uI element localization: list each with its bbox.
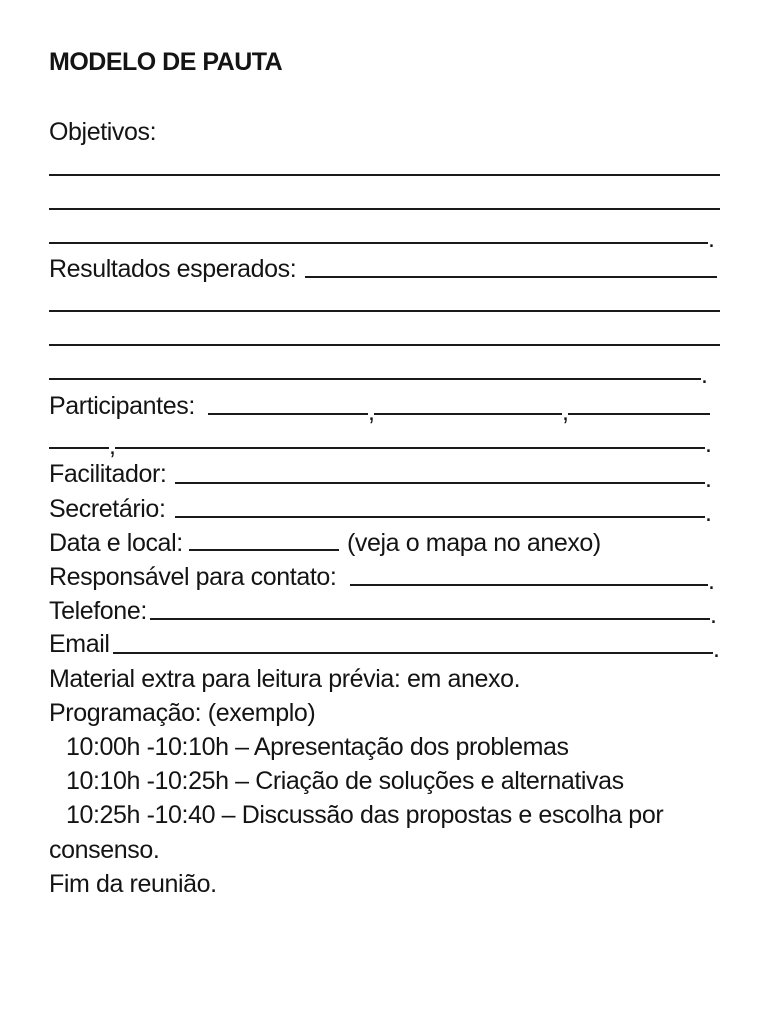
resultados-line-2[interactable]: [49, 310, 720, 312]
period-mark: .: [708, 225, 715, 253]
period-mark: .: [701, 361, 708, 389]
schedule-item: 10:10h -10:25h – Criação de soluções e alternativas: [66, 767, 624, 795]
responsavel-label: Responsável para contato:: [49, 563, 337, 591]
schedule-item: 10:00h -10:10h – Apresentação dos problemas: [66, 733, 569, 761]
objetivos-line-1[interactable]: [49, 174, 720, 176]
period-mark: .: [710, 601, 717, 629]
objetivos-line-2[interactable]: [49, 208, 720, 210]
participante-line-2[interactable]: [374, 413, 562, 415]
facilitador-line[interactable]: [175, 482, 705, 484]
secretario-line[interactable]: [175, 516, 705, 518]
material-text: Material extra para leitura prévia: em anexo.: [49, 665, 521, 693]
period-mark: .: [705, 499, 712, 527]
objetivos-line-3[interactable]: [49, 242, 708, 244]
secretario-label: Secretário:: [49, 495, 166, 523]
data-local-label: Data e local:: [49, 529, 183, 557]
period-mark: .: [713, 635, 720, 663]
programacao-label: Programação: (exemplo): [49, 699, 316, 727]
comma-mark: ,: [109, 432, 116, 460]
schedule-continuation: consenso.: [49, 836, 160, 864]
participante-line-4[interactable]: [49, 447, 109, 449]
page-title: MODELO DE PAUTA: [49, 48, 283, 76]
email-label: Email: [49, 630, 110, 658]
participante-line-3[interactable]: [568, 413, 710, 415]
email-line[interactable]: [113, 652, 713, 654]
closing-text: Fim da reunião.: [49, 870, 217, 898]
comma-mark: ,: [368, 398, 375, 426]
data-local-line[interactable]: [189, 549, 339, 551]
comma-mark: ,: [562, 398, 569, 426]
data-local-note: (veja o mapa no anexo): [347, 529, 601, 557]
resultados-line-1[interactable]: [305, 276, 717, 278]
telefone-line[interactable]: [150, 618, 710, 620]
telefone-label: Telefone:: [49, 597, 147, 625]
facilitador-label: Facilitador:: [49, 460, 167, 488]
participante-line-5[interactable]: [115, 447, 705, 449]
objetivos-label: Objetivos:: [49, 118, 157, 146]
period-mark: .: [708, 567, 715, 595]
period-mark: .: [705, 465, 712, 493]
schedule-item: 10:25h -10:40 – Discussão das propostas e escolha por: [66, 801, 664, 829]
participante-line-1[interactable]: [208, 413, 368, 415]
participantes-label: Participantes:: [49, 392, 195, 420]
responsavel-line[interactable]: [350, 584, 708, 586]
resultados-line-3[interactable]: [49, 344, 720, 346]
period-mark: .: [705, 430, 712, 458]
resultados-line-4[interactable]: [49, 378, 701, 380]
resultados-label: Resultados esperados:: [49, 255, 297, 283]
